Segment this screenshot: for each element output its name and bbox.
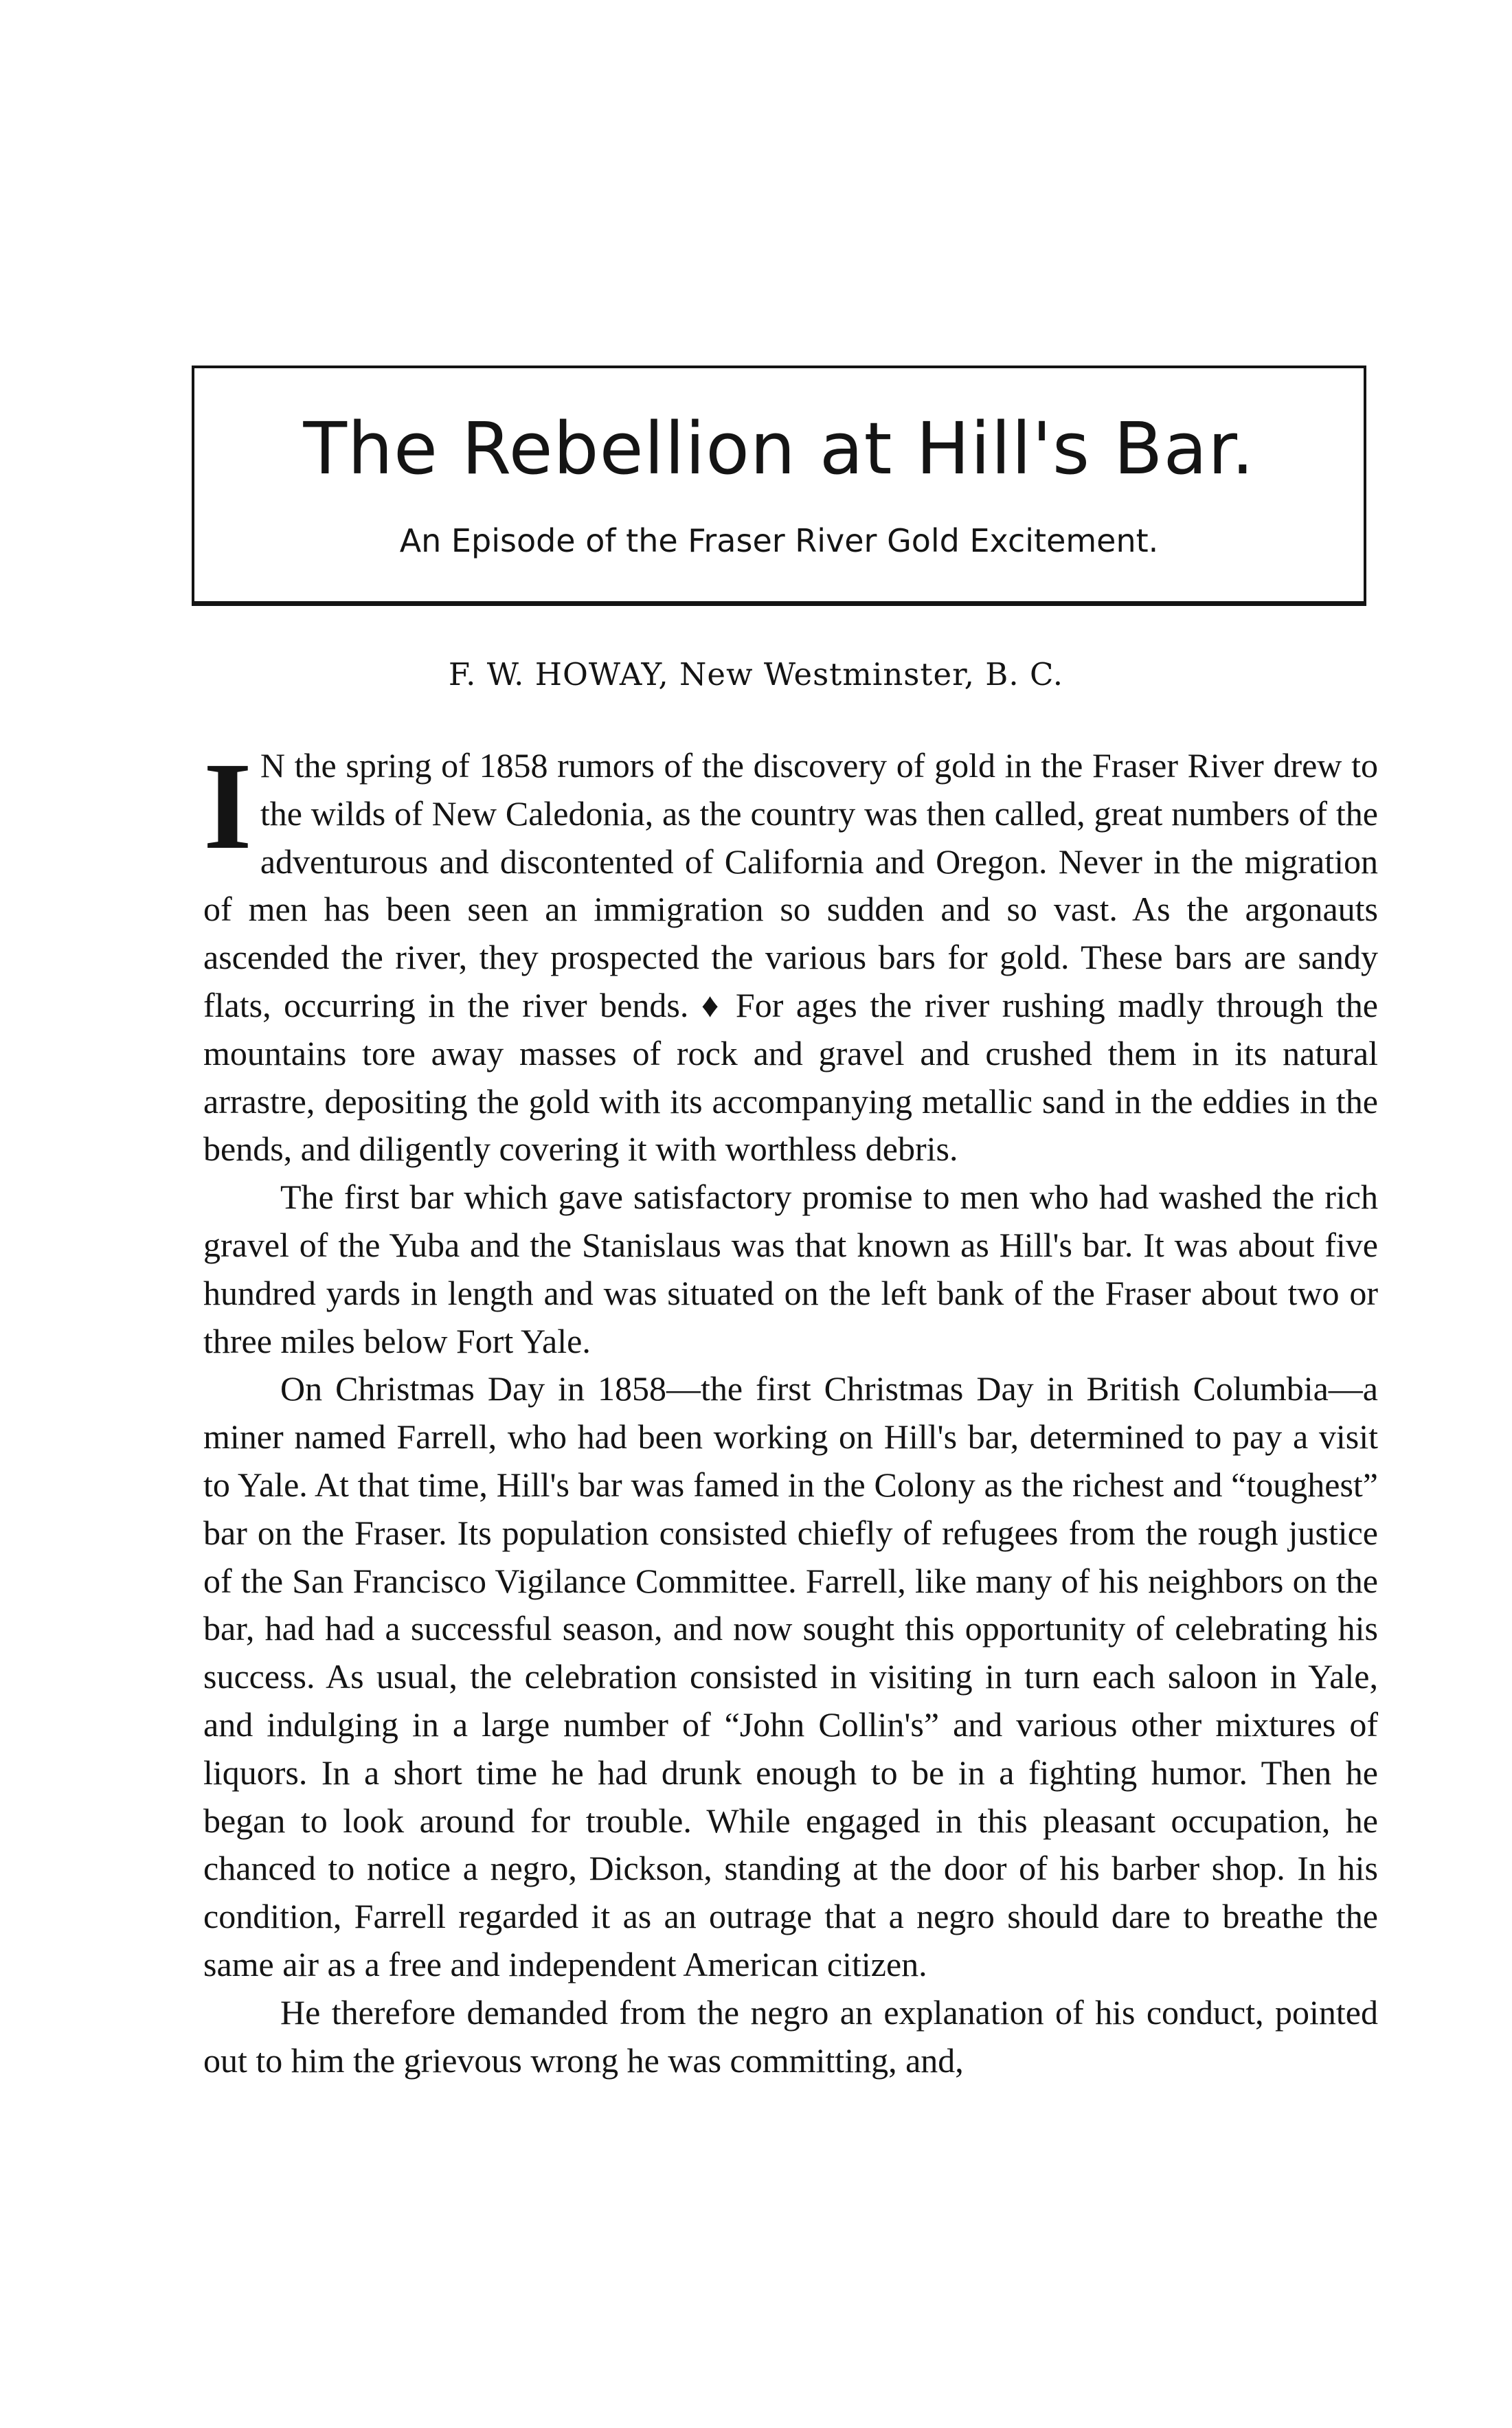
author-byline: F. W. HOWAY, New Westminster, B. C. [448, 656, 1064, 693]
drop-cap: I [203, 737, 252, 875]
paragraph-1 [203, 737, 1378, 1173]
article-subtitle: An Episode of the Fraser River Gold Excitement. [399, 522, 1159, 559]
paragraph-3: On Christmas Day in 1858—the first Christmas Day in British Columbia—a miner named Farrell, who had been working on Hill's bar, determined to pay a visit to Yale. At that time, Hill's bar was famed in the Colony as the richest and “toughest” bar on the Fraser. Its population consisted chiefly of refugees from the rough justice of the San Francisco Vigilance Committee. Farrell, like many of his neighbors on the bar, had had a successful season, and now sought this opportunity of celebrating his success. As usual, the celebration consisted in visiting in turn each saloon in Yale, and indulging in a large number of “John Collin's” and various other mixtures of liquors. In a short time he had drunk enough to be in a fighting humor. Then he began to look around for trouble. While engaged in this pleasant occupation, he chanced to notice a negro, Dickson, standing at the door of his barber shop. In his condition, Farrell regarded it as an outrage that a negro should dare to breathe the same air as a free and independent American citizen. [203, 1369, 1378, 1983]
paragraph-2: The first bar which gave satisfactory promise to men who had washed the rich gravel of the Yuba and the Stanislaus was that known as Hill's bar. It was about five hundred yards in length and was situated on the left bank of the Fraser about two or three miles below Fort Yale. [203, 1178, 1378, 1360]
paragraph-1-text: N the spring of 1858 rumors of the discovery of gold in the Fraser River drew to the wilds of New Caledonia, as the country was then called, great numbers of the adventurous and discontented of California and Oregon. Never in the migration of men has been seen an immigration so sudden and so vast. As the argonauts ascended the river, they prospected the various bars for gold. These bars are sandy flats, occurring in the river bends. ♦ For ages the river rushing madly through the mountains tore away masses of rock and gravel and crushed them in its natural arrastre, depositing the gold with its accompanying metallic sand in the eddies in the bends, and diligently covering it with worthless debris. [203, 746, 1378, 1169]
paragraph-4: He therefore demanded from the negro an explanation of his conduct, pointed out to him the grievous wrong he was committing, and, [203, 1992, 1378, 2080]
article-body [203, 737, 1378, 2084]
title-box [192, 366, 1366, 606]
article-title: The Rebellion at Hill's Bar. [303, 407, 1255, 491]
